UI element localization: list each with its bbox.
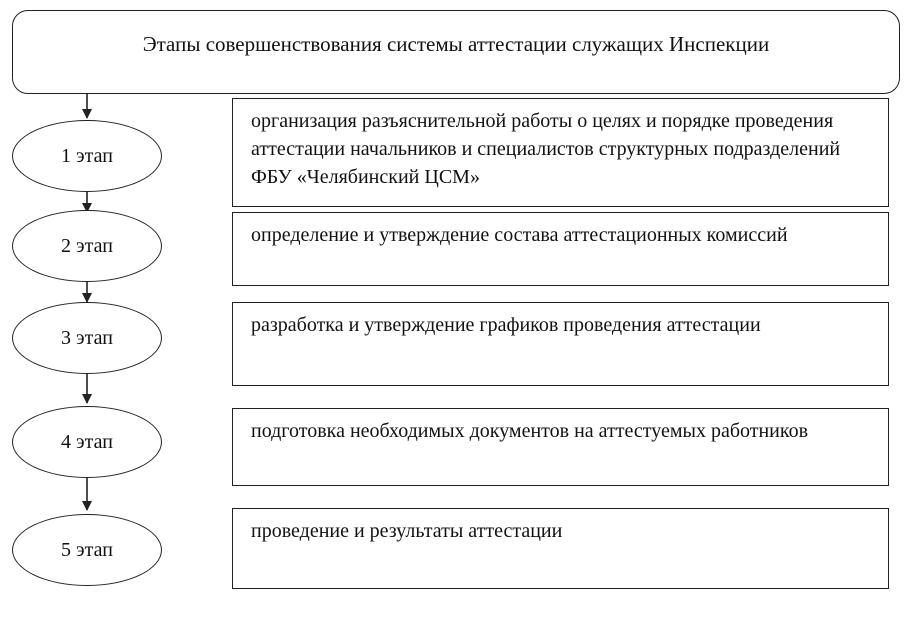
stage-2-description: определение и утверждение состава аттестационных комиссий: [251, 224, 788, 246]
title-box: [12, 10, 900, 94]
stage-1-ellipse: [12, 120, 162, 192]
stage-3-ellipse: [12, 302, 162, 374]
stage-2-label: 2 этап: [61, 235, 113, 257]
stage-4-description-box: [232, 408, 889, 486]
stage-5-label: 5 этап: [61, 539, 113, 561]
stage-3-description-box: [232, 302, 889, 386]
stage-4-ellipse: [12, 406, 162, 478]
stage-5-ellipse: [12, 514, 162, 586]
stage-3-description: разработка и утверждение графиков проведения аттестации: [251, 314, 761, 336]
stage-4-label: 4 этап: [61, 431, 113, 453]
diagram-title: Этапы совершенствования системы аттестации служащих Инспекции: [142, 32, 770, 56]
stage-1-label: 1 этап: [61, 145, 113, 167]
stage-5-description-box: [232, 508, 889, 589]
stage-1-description-box: [232, 98, 889, 207]
stage-2-ellipse: [12, 210, 162, 282]
stage-4-description: подготовка необходимых документов на аттестуемых работников: [251, 420, 809, 442]
stage-3-label: 3 этап: [61, 327, 113, 349]
stage-2-description-box: [232, 212, 889, 286]
stage-1-description: организация разъяснительной работы о целях и порядке проведения аттестации начальников и специалистов структурных подразделений ФБУ «Челябинский ЦСМ»: [251, 110, 841, 188]
stage-5-description: проведение и результаты аттестации: [251, 520, 563, 542]
